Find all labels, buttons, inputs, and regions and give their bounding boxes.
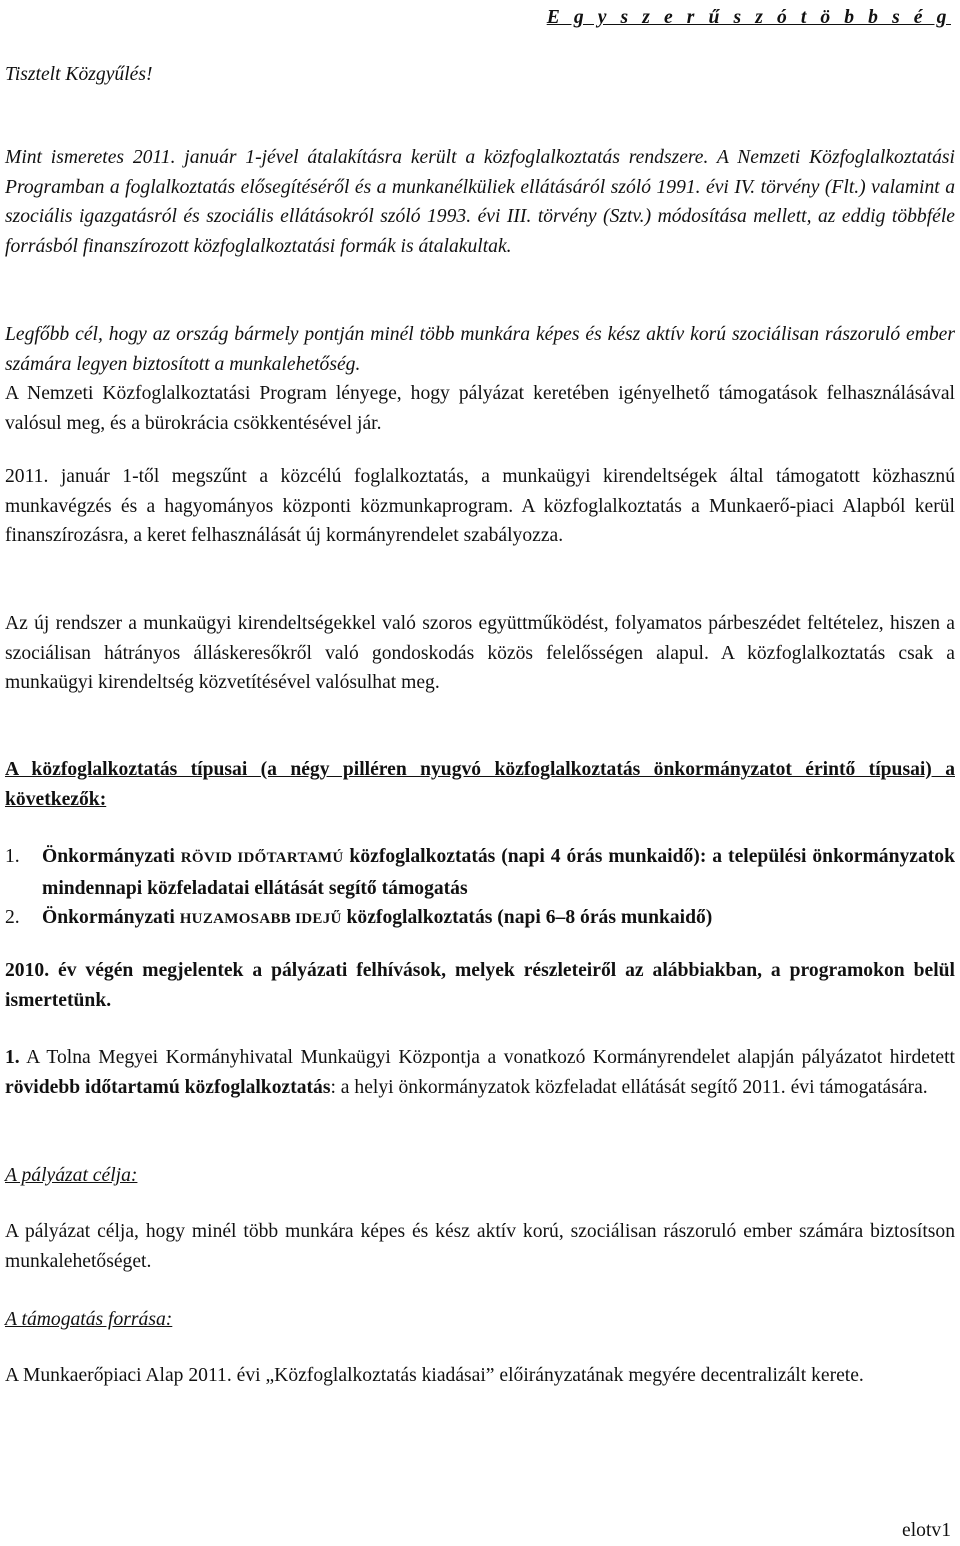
section-1-highlight: rövidebb időtartamú közfoglalkoztatás — [5, 1076, 331, 1098]
list-item — [5, 903, 955, 935]
section-1-text-a: A Tolna Megyei Kormányhivatal Munkaügyi Központja a vonatkozó Kormányrendelet alapján pályázatot hirdetett — [26, 1047, 955, 1068]
list-item-text: közfoglalkoztatás (napi 6–8 órás munkaidő) — [346, 907, 713, 928]
list-item-number: 1. — [5, 846, 20, 867]
list-item-number: 2. — [5, 907, 20, 928]
funding-heading: A támogatás forrása: — [5, 1309, 173, 1330]
list-item — [5, 842, 955, 903]
types-list — [5, 842, 955, 935]
types-heading: A közfoglalkoztatás típusai (a négy pilléren nyugvó közfoglalkoztatás önkormányzatot érintő típusai) a következők: — [5, 759, 955, 810]
section-1-text-b: : a helyi önkormányzatok közfeladat ellátását segítő 2011. évi támogatására. — [330, 1076, 928, 1098]
main-goal-paragraph: Legfőbb cél, hogy az ország bármely pontján minél több munkára képes és kész aktív korú szociálisan rászoruló ember számára legyen biztosított a munkalehetőség. — [5, 324, 955, 375]
section-1-number: 1. — [5, 1047, 20, 1068]
list-item-prefix: Önkormányzati — [42, 846, 175, 867]
funding-text: A Munkaerőpiaci Alap 2011. évi „Közfoglalkoztatás kiadásai” előirányzatának megyére decentralizált kerete. — [5, 1365, 864, 1386]
list-item-prefix: Önkormányzati — [42, 907, 175, 928]
list-item-duration: HUZAMOSABB IDEJŰ — [179, 911, 342, 927]
goal-text: A pályázat célja, hogy minél több munkára képes és kész aktív korú, szociálisan rászoruló ember számára biztosítson munkalehetőséget. — [5, 1221, 955, 1272]
cooperation-paragraph: Az új rendszer a munkaügyi kirendeltségekkel való szoros együttműködést, folyamatos párbeszédet feltételez, hiszen a szociálisan hátrányos álláskeresőkről való gondoskodás közös felelősségen alapul. A közfoglalkoztatás csak a munkaügyi kirendeltség közvetítésével valósulhat meg. — [5, 613, 955, 693]
program-essence-paragraph: A Nemzeti Közfoglalkoztatási Program lényege, hogy pályázat keretében igényelhető támogatások felhasználásával valósul meg, és a bürokrácia csökkentésével jár. — [5, 383, 955, 434]
section-1-paragraph — [5, 1043, 955, 1102]
intro-paragraph: Mint ismeretes 2011. január 1-jével átalakításra került a közfoglalkoztatás rendszere. A Nemzeti Közfoglalkoztatási Programban a foglalkoztatás elősegítéséről és a munkanélküliek ellátásáról szóló 1991. évi IV. törvény (Flt.) valamint a szociális igazgatásról és szociális ellátásokról szóló 1993. évi III. törvény (Sztv.) módosítása mellett, az eddig többféle forrásból finanszírozott közfoglalkoztatási formák is átalakultak. — [5, 147, 955, 257]
announcement-paragraph: 2010. év végén megjelentek a pályázati felhívások, melyek részleteiről az alábbiakban, a programokon belül ismertetünk. — [5, 960, 955, 1011]
greeting: Tisztelt Közgyűlés! — [5, 64, 153, 85]
list-item-text: közfoglalkoztatás (napi 4 órás munkaidő): a települési önkormányzatok mindennapi közfeladatai ellátását segítő támogatás — [42, 846, 955, 899]
voting-majority-label: E g y s z e r ű s z ó t ö b b s é g — [546, 7, 951, 28]
list-item-duration: RÖVID IDŐTARTAMÚ — [180, 850, 344, 866]
footer-code: elotv1 — [902, 1520, 951, 1541]
goal-heading: A pályázat célja: — [5, 1165, 138, 1186]
changes-paragraph: 2011. január 1-től megszűnt a közcélú foglalkoztatás, a munkaügyi kirendeltségek által támogatott közhasznú munkavégzés és a hagyományos központi közmunkaprogram. A közfoglalkoztatás a Munkaerő-piaci Alapból kerül finanszírozásra, a keret felhasználását új kormányrendelet szabályozza. — [5, 466, 955, 546]
